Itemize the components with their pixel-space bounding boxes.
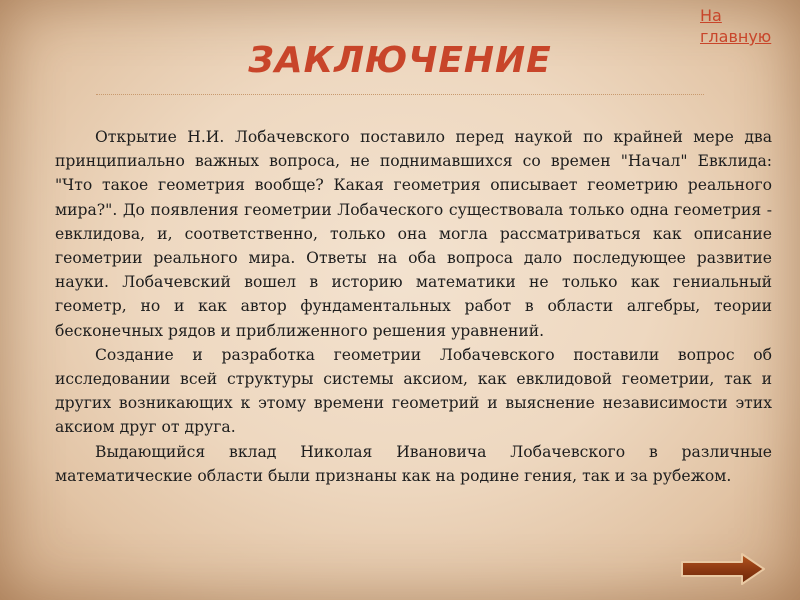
paragraph-3: Выдающийся вклад Николая Ивановича Лобачевского в различные математические области были признаны как на родине гения, так и за рубежом. bbox=[55, 442, 772, 485]
title-divider bbox=[96, 94, 704, 95]
next-slide-button[interactable] bbox=[680, 553, 766, 585]
slide-body bbox=[55, 125, 772, 488]
paragraph-2: Создание и разработка геометрии Лобачевского поставили вопрос об исследовании всей структуры системы аксиом, как евклидовой геометрии, так и других возникающих к этому времени геометрий и выяснение независимости этих аксиом друг от друга. bbox=[55, 345, 772, 437]
home-link[interactable]: На главную bbox=[700, 6, 772, 46]
paragraph-1: Открытие Н.И. Лобачевского поставило перед наукой по крайней мере два принципиально важных вопроса, не поднимавшихся со времен "Начал" Евклида: "Что такое геометрия вообще? Какая геометрия описывает геометрию реального мира?". До появления геометрии Лобаческого существовала только одна геометрия - евклидова, и, соответственно, только она могла рассматриваться как описание геометрии реального мира. Ответы на оба вопроса дало последующее развитие науки. Лобачевский вошел в историю математики не только как гениальный геометр, но и как автор фундаментальных работ в области алгебры, теории бесконечных рядов и приближенного решения уравнений. bbox=[55, 128, 772, 340]
arrow-right-icon bbox=[680, 553, 766, 585]
slide-title: ЗАКЛЮЧЕНИЕ bbox=[248, 40, 552, 81]
